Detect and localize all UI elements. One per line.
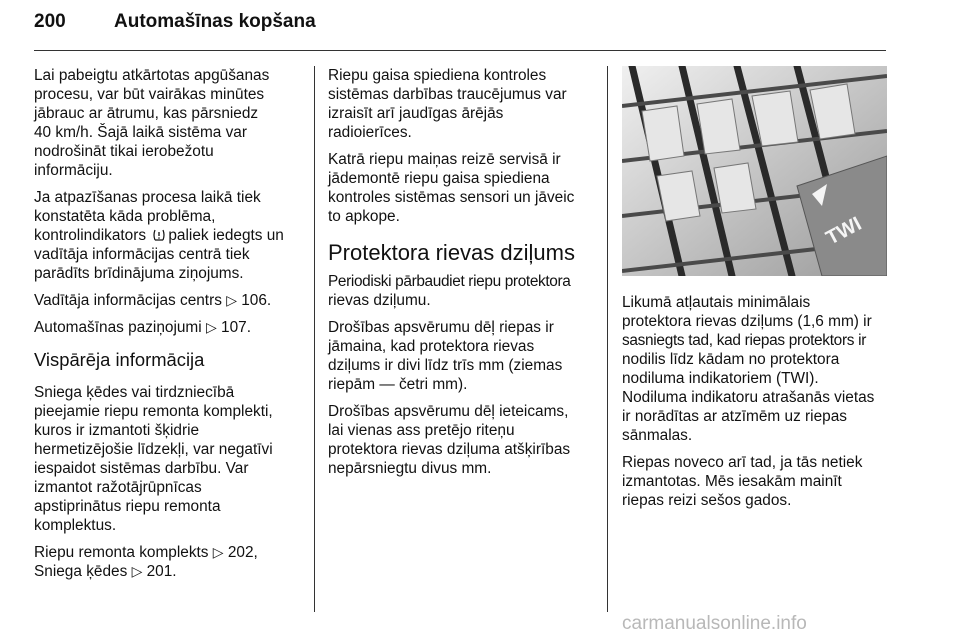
- paragraph: [34, 188, 304, 283]
- text-line: vadītāja informācijas centrā tiek: [34, 246, 250, 263]
- text-line: 40 km/h. Šajā laikā sistēma var: [34, 124, 247, 141]
- text-line: pieejamie riepu remonta komplekti,: [34, 403, 273, 420]
- tyre-tread-figure: [622, 66, 887, 276]
- text-line: radioierīces.: [328, 124, 412, 141]
- paragraph: [328, 150, 598, 226]
- text-line: Sniega ķēdes vai tirdzniecībā: [34, 384, 235, 401]
- xref-text: Riepu remonta komplekts: [34, 544, 209, 561]
- text-line: izmantot ražotājrūpnīcas: [34, 479, 202, 496]
- text-line: Drošības apsvērumu dēļ riepas ir: [328, 319, 554, 336]
- text-line: Riepu gaisa spiediena kontroles: [328, 67, 547, 84]
- triangle-right-icon: ▷: [131, 563, 143, 579]
- text-fragment: kontrolindikators: [34, 227, 147, 244]
- paragraph: [328, 318, 598, 394]
- text-line: konstatēta kāda problēma,: [34, 208, 216, 225]
- text-line: Katrā riepu maiņas reizē servisā ir: [328, 151, 561, 168]
- xref-text: Automašīnas paziņojumi: [34, 319, 202, 336]
- triangle-right-icon: ▷: [205, 319, 217, 335]
- text-line: Likumā atļautais minimālais: [622, 294, 811, 311]
- text-line: informāciju.: [34, 162, 113, 179]
- tyre-pressure-warning-icon: [152, 228, 166, 242]
- text-line: to apkope.: [328, 208, 400, 225]
- paragraph: [34, 66, 304, 180]
- text-line: [34, 562, 304, 581]
- xref-page[interactable]: 201.: [146, 563, 177, 580]
- paragraph: [328, 272, 598, 310]
- text-line: izraisīt arī jaudīgas ārējās: [328, 105, 504, 122]
- paragraph: [622, 293, 892, 445]
- text-line: Riepas noveco arī tad, ja tās netiek: [622, 454, 863, 471]
- page-number: 200: [34, 11, 66, 32]
- text-line: ir norādītas ar atzīmēm uz riepas: [622, 408, 847, 425]
- paragraph: [328, 402, 598, 478]
- xref-page[interactable]: 106.: [241, 292, 272, 309]
- triangle-right-icon: ▷: [226, 292, 237, 308]
- text-line: sānmalas.: [622, 427, 693, 444]
- text-line: izmantotas. Mēs iesakām mainīt: [622, 473, 842, 490]
- chapter-title: Automašīnas kopšana: [114, 11, 316, 32]
- paragraph: [34, 383, 304, 535]
- column-divider-1: [314, 66, 315, 612]
- paragraph: [622, 453, 892, 510]
- tyre-tread-illustration: [622, 66, 887, 276]
- text-line: Lai pabeigtu atkārtotas apgūšanas: [34, 67, 270, 84]
- section-heading: Protektora rievas dziļums: [328, 240, 575, 265]
- xref-text: Sniega ķēdes: [34, 563, 128, 580]
- paragraph: [34, 318, 304, 337]
- paragraph: [328, 66, 598, 142]
- text-line: sasniegts tad, kad riepas protektors ir: [622, 332, 867, 349]
- column-2: [328, 66, 598, 486]
- text-line: [34, 226, 304, 245]
- text-line: Ja atpazīšanas procesa laikā tiek: [34, 189, 261, 206]
- paragraph: [34, 543, 304, 581]
- text-line: Nodiluma indikatoru atrašanās vietas: [622, 389, 875, 406]
- text-line: jābrauc ar ātrumu, kas pārsniedz: [34, 105, 259, 122]
- text-line: protektora rievas dziļums (1,6 mm) ir: [622, 313, 872, 330]
- xref-page[interactable]: 107.: [221, 319, 251, 336]
- text-fragment: paliek iedegts un: [168, 227, 284, 244]
- text-line: rievas dziļumu.: [328, 292, 431, 309]
- column-3: [622, 293, 892, 518]
- text-line: [34, 543, 304, 562]
- text-line: Drošības apsvērumu dēļ ieteicams,: [328, 403, 569, 420]
- text-line: kuros ir izmantoti šķidrie: [34, 422, 200, 439]
- text-line: apstiprinātus riepu remonta: [34, 498, 221, 515]
- text-line: procesu, var būt vairākas minūtes: [34, 86, 265, 103]
- page-header: [34, 6, 886, 46]
- text-line: jāmaina, kad protektora rievas: [328, 338, 535, 355]
- text-line: nodrošināt tikai ierobežotu: [34, 143, 214, 160]
- text-line: parādīts brīdinājuma ziņojums.: [34, 265, 244, 282]
- text-line: lai vienas ass pretējo riteņu: [328, 422, 515, 439]
- paragraph: [34, 291, 304, 310]
- section-heading: Vispārēja informācija: [34, 349, 205, 370]
- text-line: [34, 318, 304, 337]
- text-line: komplektus.: [34, 517, 117, 534]
- column-divider-2: [607, 66, 608, 612]
- text-line: dziļums ir divi līdz trīs mm (ziemas: [328, 357, 563, 374]
- column-1: [34, 66, 304, 589]
- text-line: Periodiski pārbaudiet riepu protektora: [328, 273, 571, 290]
- header-divider: [34, 50, 886, 51]
- text-line: nepārsniegtu divus mm.: [328, 460, 492, 477]
- triangle-right-icon: ▷: [212, 544, 224, 560]
- text-line: kontroles sistēmas sensori un jāveic: [328, 189, 575, 206]
- text-line: [34, 291, 304, 310]
- text-line: riepām — četri mm).: [328, 376, 468, 393]
- text-line: sistēmas darbības traucējumus var: [328, 86, 567, 103]
- text-line: nodilis līdz kādam no protektora: [622, 351, 840, 368]
- xref-page[interactable]: 202,: [227, 544, 258, 561]
- twi-mark-label: TWI: [822, 212, 866, 250]
- text-line: protektora rievas dziļuma atšķirības: [328, 441, 571, 458]
- text-line: nodiluma indikatoriem (TWI).: [622, 370, 819, 387]
- text-line: hermetizējošie līdzekļi, var negatīvi: [34, 441, 273, 458]
- watermark: carmanualsonline.info: [622, 613, 807, 634]
- text-line: iespaidot sistēmas darbību. Var: [34, 460, 249, 477]
- xref-text: Vadītāja informācijas centrs: [34, 292, 222, 309]
- text-line: riepas reizi sešos gados.: [622, 492, 792, 509]
- text-line: jādemontē riepu gaisa spiediena: [328, 170, 550, 187]
